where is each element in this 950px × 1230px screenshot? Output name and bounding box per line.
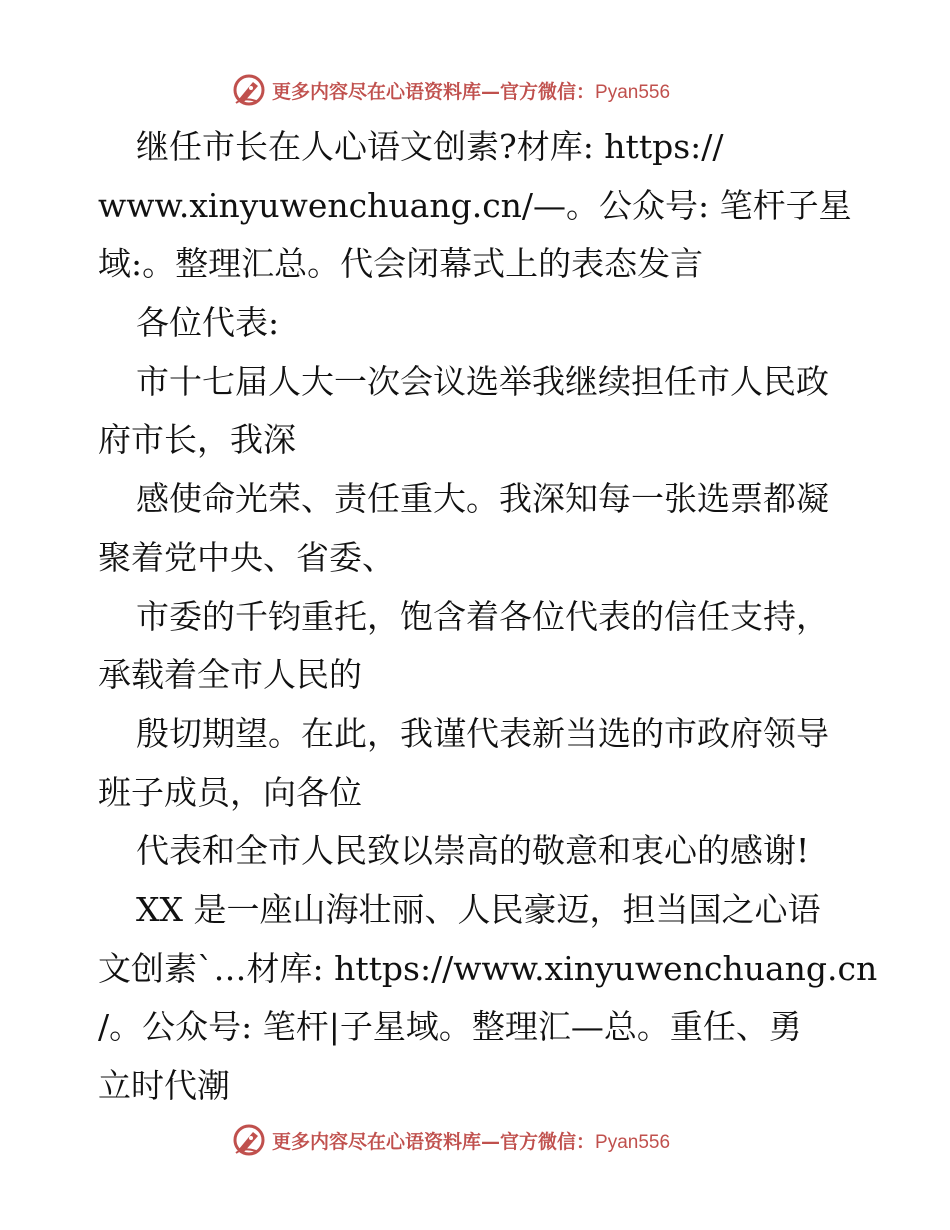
header-contact-id: Pyan556 bbox=[595, 81, 671, 103]
text-line: 代表和全市人民致以崇高的敬意和衷心的感谢! bbox=[136, 831, 810, 871]
text-line: 各位代表: bbox=[136, 303, 280, 343]
text-line: 殷切期望。在此，我谨代表新当选的市政府领导 bbox=[136, 713, 829, 753]
text-line: XX 是一座山海壮丽、人民豪迈，担当国之心语 bbox=[136, 889, 821, 929]
footer-contact-id: Pyan556 bbox=[595, 1131, 671, 1153]
text-line: 文创素`…材库: https://www.xinyuwenchuang.cn bbox=[98, 948, 878, 988]
text-line: 府市长，我深 bbox=[98, 420, 296, 460]
footer-contact-label: 官方微信： bbox=[500, 1130, 596, 1153]
text-line: 承载着全市人民的 bbox=[98, 655, 362, 695]
pen-nib-circle-logo bbox=[232, 73, 266, 107]
text-line: 市委的千钧重托，饱含着各位代表的信任支持， bbox=[136, 596, 829, 636]
text-line: 感使命光荣、责任重大。我深知每一张选票都凝 bbox=[136, 479, 829, 519]
header-contact-label: 官方微信： bbox=[500, 80, 596, 103]
text-line: 聚着党中央、省委、 bbox=[98, 537, 395, 577]
text-line: 班子成员，向各位 bbox=[98, 772, 362, 812]
text-line: 继任市长在人心语文创素?材库: https:// bbox=[136, 127, 724, 166]
text-line: 市十七届人大一次会议选举我继续担任市人民政 bbox=[136, 361, 829, 401]
header-site-text: 更多内容尽在心语资料库 bbox=[272, 80, 482, 103]
header-watermark-text bbox=[272, 77, 670, 104]
header-dash: — bbox=[481, 80, 501, 103]
text-line: /。公众号: 笔杆|子星域。整理汇—总。重任、勇 bbox=[98, 1007, 802, 1047]
text-line: www.xinyuwenchuang.cn/—。公众号: 笔杆子星 bbox=[98, 185, 852, 225]
pen-nib-circle-logo bbox=[232, 1123, 266, 1157]
text-line: 域:。整理汇总。代会闭幕式上的表态发言 bbox=[98, 244, 704, 284]
footer-dash: — bbox=[481, 1130, 501, 1153]
footer-watermark-text bbox=[272, 1127, 670, 1154]
footer-site-text: 更多内容尽在心语资料库 bbox=[272, 1130, 482, 1153]
header-watermark-banner bbox=[232, 70, 712, 110]
document-body bbox=[98, 118, 878, 1116]
text-line: 立时代潮 bbox=[98, 1066, 230, 1105]
footer-watermark-banner bbox=[232, 1120, 712, 1160]
